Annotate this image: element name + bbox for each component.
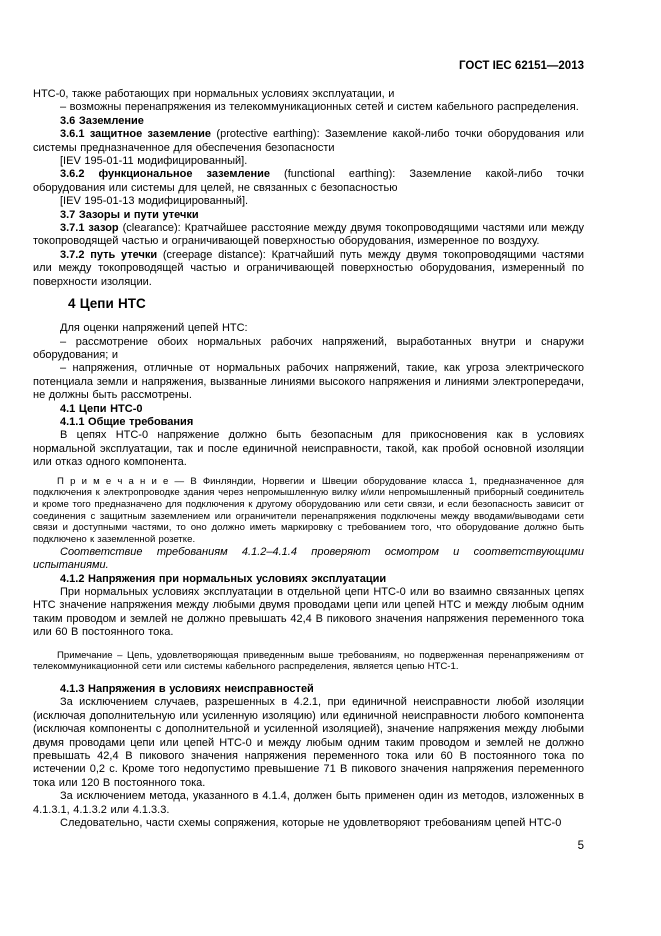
text-run: Следовательно, части схемы сопряжения, которые не удовлетворяют требованиям цепей НТС-0: [60, 817, 562, 830]
document-body: [33, 88, 584, 831]
paragraph: [33, 249, 584, 289]
text-run: Примечание – Цепь, удовлетворяющая приведенным выше требованиям, но подверженная перенапряжениям от телекоммуникационной сети или системы кабельного распределения, является цепью НТС-1.: [33, 649, 584, 673]
text-run: 3.6.2 функциональное заземление: [60, 168, 271, 181]
paragraph: [33, 88, 584, 101]
text-run: – напряжения, отличные от нормальных рабочих напряжений, такие, как угроза электрического потенциала земли и напряжения, вызванные линиями высокого напряжения и линиями электропередачи, не должны быть рассмотрены.: [33, 362, 584, 402]
paragraph: [33, 586, 584, 640]
paragraph: [33, 429, 584, 469]
paragraph: [33, 155, 584, 168]
document-content: [33, 60, 584, 853]
paragraph: [33, 322, 584, 335]
paragraph: [33, 403, 584, 416]
text-run: 3.7 Зазоры и пути утечки: [60, 208, 199, 221]
text-run: Для оценки напряжений цепей НТС:: [60, 322, 248, 335]
text-run: В цепях НТС-0 напряжение должно быть безопасным для прикосновения как в условиях нормальной эксплуатации, так и после единичной неисправности, такой, как пробой основной изоляции или отказ одного компонента.: [33, 429, 584, 469]
text-run: НТС-0, также работающих при нормальных условиях эксплуатации, и: [33, 88, 395, 100]
document-header: ГОСТ IEC 62151—2013: [459, 60, 584, 72]
note: [33, 650, 584, 673]
text-run: (protective earthing): Заземление какой-либо точки оборудования или системы предназначенное для обеспечения безопасности: [33, 128, 585, 154]
paragraph: [33, 209, 584, 222]
paragraph: [33, 790, 584, 817]
text-run: (creepage distance): Кратчайший путь между двумя токопроводящими частями или между токопроводящей частью и ограничивающей поверхностью оборудования, измеренный по поверхности изоляции.: [33, 248, 584, 288]
text-run: 3.7.2 путь утечки: [60, 248, 158, 261]
text-run: [IEV 195-01-13 модифицированный].: [60, 195, 249, 208]
text-run: (functional earthing): Заземление какой-либо точки оборудования или системы для целей, не связанных с безопасностью: [33, 168, 584, 194]
paragraph: [33, 128, 584, 155]
note: [33, 476, 584, 546]
paragraph: [33, 696, 584, 790]
text-run: 3.6.1 защитное заземление: [60, 128, 212, 141]
text-run: [IEV 195-01-11 модифицированный].: [60, 155, 248, 168]
paragraph: [33, 115, 584, 128]
text-run: 4 Цепи НТС: [68, 296, 146, 312]
text-run: П р и м е ч а н и е — В Финляндии, Норвегии и Швеции оборудование класса 1, предназначенное для подключения к электропроводке здания через непромышленную вилку и/или непромышленный приборный соединитель и кроме того предназначено для подключения к другому оборудованию или сети связи, и если безопасность зависит от соединения с защитным заземлением или ограничители перенапряжения подключены между вводами/выводами сети связи и доступными частями, то оно должно иметь маркировку с требованием того, что оборудование должно быть подключено к заземленной розетке.: [33, 475, 584, 546]
paragraph: [33, 817, 584, 830]
paragraph: [33, 336, 584, 363]
paragraph: [33, 168, 584, 195]
paragraph: [33, 222, 584, 249]
paragraph: [33, 546, 584, 573]
text-run: 3.6 Заземление: [60, 114, 144, 127]
paragraph: [33, 101, 584, 114]
page-number: 5: [577, 839, 584, 852]
paragraph: [33, 362, 584, 402]
text-run: 4.1.3 Напряжения в условиях неисправностей: [60, 683, 314, 696]
text-run: (clearance): Кратчайшее расстояние между двумя токопроводящими частями или между токопроводящей частью и ограничивающей поверхностью оборудования, измеренное по воздуху.: [33, 222, 584, 248]
text-run: 4.1.1 Общие требования: [60, 415, 194, 428]
paragraph: [33, 195, 584, 208]
text-run: 3.7.1 зазор: [60, 222, 119, 235]
text-run: 4.1.2 Напряжения при нормальных условиях эксплуатации: [60, 572, 387, 585]
text-run: 4.1 Цепи НТС-0: [60, 402, 143, 415]
text-run: За исключением случаев, разрешенных в 4.2.1, при единичной неисправности любой изоляции (исключая дополнительную или усиленную изоляцию) или единичной неисправности любого компонента (исключая компоненты с дополнительной и усиленной изоляцией), значение напряжения между любыми двумя проводами цепи или цепей НТС-0 и между любым одним таким проводом и землей не должно превышать 42,4 В пикового значения напряжения переменного тока или 60 В постоянного тока по истечении 0,2 с. Кроме того недопустимо превышение 71 В пикового значения напряжения переменного тока или 120 В постоянного тока.: [33, 696, 584, 789]
text-run: За исключением метода, указанного в 4.1.4, должен быть применен один из методов, изложенных в 4.1.3.1, 4.1.3.2 или 4.1.3.3.: [33, 790, 584, 816]
text-run: При нормальных условиях эксплуатации в отдельной цепи НТС-0 или во взаимно связанных цепях НТС значение напряжения между любыми двумя проводами цепи или цепей НТС и между любым одним таким проводом и землей не должно превышать 42,4 В пикового значения напряжения переменного тока или 60 В постоянного тока.: [33, 586, 584, 639]
text-run: Соответствие требованиям 4.1.2–4.1.4 проверяют осмотром и соответствующими испытаниями.: [33, 545, 584, 572]
section-heading: [33, 295, 584, 312]
text-run: – рассмотрение обоих нормальных рабочих напряжений, выработанных внутри и снаружи оборудования; и: [33, 335, 584, 361]
paragraph: [33, 683, 584, 696]
paragraph: [33, 416, 584, 429]
text-run: – возможны перенапряжения из телекоммуникационных сетей и систем кабельного распределения.: [60, 101, 579, 114]
paragraph: [33, 573, 584, 586]
